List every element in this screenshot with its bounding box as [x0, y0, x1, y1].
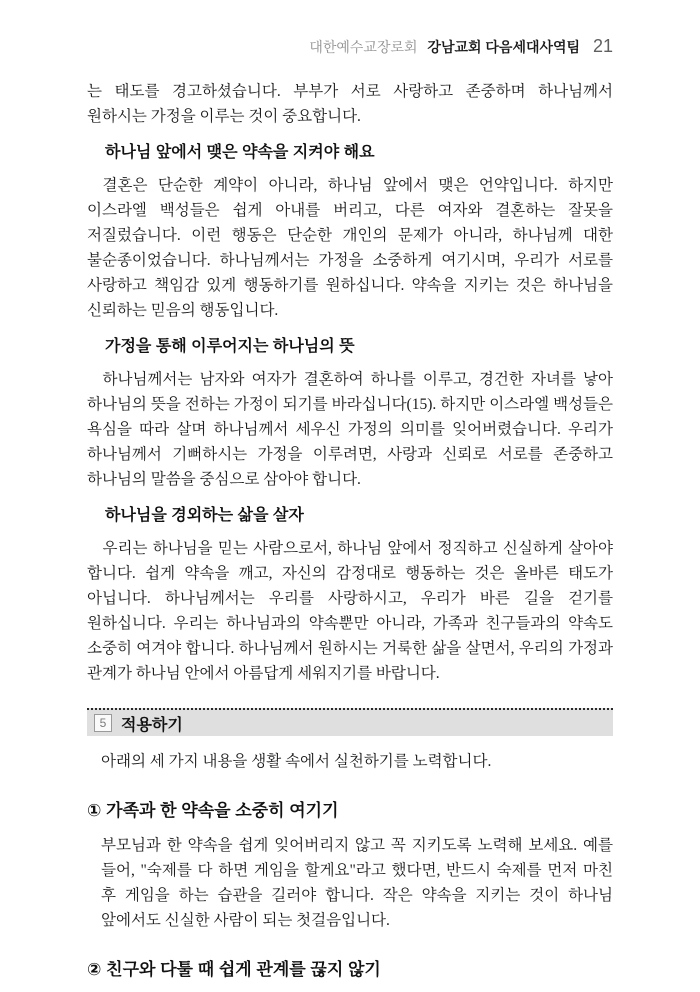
application-item-1-title: 가족과 한 약속을 소중히 여기기 [106, 801, 339, 820]
subsection-title-promise: 하나님 앞에서 맺은 약속을 지켜야 해요 [105, 144, 375, 161]
section-number-box: 5 [94, 714, 112, 732]
subsection-paragraph-reverence: 우리는 하나님을 믿는 사람으로서, 하나님 앞에서 정직하고 신실하게 살아야 합니다. 쉽게 약속을 깨고, 자신의 감정대로 행동하는 것은 올바른 태도가 아닙니다. 하나님께서는 우리를 사랑하시고, 우리가 바른 길을 걷기를 원하십니다. 우리는 하나님과의 약속뿐만 아니라, 가족과 친구들과의 약속도 소중히 여겨야 합니다. 하나님께서 원하시는 거룩한 삶을 살면서, 우리의 가정과 관계가 하나님 안에서 아름답게 세워지기를 바랍니다. [87, 540, 613, 682]
page-header [87, 36, 613, 57]
header-church-team: 강남교회 다음세대사역팀 [427, 39, 581, 55]
application-section-title: 적용하기 [121, 716, 183, 734]
header-page-number: 21 [592, 36, 613, 56]
application-item-1-paragraph: 부모님과 한 약속을 쉽게 잊어버리지 않고 꼭 지키도록 노력해 보세요. 예를 들어, "숙제를 다 하면 게임을 할게요"라고 했다면, 반드시 숙제를 먼저 마친 후 게임을 하는 습관을 길러야 합니다. 작은 약속을 지키는 것이 하나님 앞에서도 신실한 사람이 되는 첫걸음입니다. [101, 837, 613, 929]
subsection-paragraph-family: 하나님께서는 남자와 여자가 결혼하여 하나를 이루고, 경건한 자녀를 낳아 하나님의 뜻을 전하는 가정이 되기를 바라십니다(15). 하지만 이스라엘 백성들은 욕심을 따라 살며 하나님께서 세우신 가정의 의미를 잊어버렸습니다. 우리가 하나님께서 기뻐하시는 가정을 이루려면, 사랑과 신뢰로 서로를 존중하고 하나님의 말씀을 중심으로 삼아야 합니다. [87, 371, 613, 488]
continuation-paragraph: 는 태도를 경고하셨습니다. 부부가 서로 사랑하고 존중하며 하나님께서 원하시는 가정을 이루는 것이 중요합니다. [87, 83, 613, 125]
document-content [87, 79, 613, 981]
application-item-1-number: ① [87, 801, 102, 820]
subsection-title-family: 가정을 통해 이루어지는 하나님의 뜻 [105, 338, 355, 355]
application-item-2-title: 친구와 다툴 때 쉽게 관계를 끊지 않기 [106, 960, 381, 979]
application-item-1-heading [87, 800, 613, 822]
application-section-header [87, 708, 613, 736]
subsection-title-reverence: 하나님을 경외하는 삶을 살자 [105, 507, 304, 524]
application-item-2-heading [87, 959, 613, 981]
application-item-2-number: ② [87, 960, 102, 979]
header-organization: 대한예수교장로회 [309, 39, 418, 55]
application-intro: 아래의 세 가지 내용을 생활 속에서 실천하기를 노력합니다. [101, 753, 492, 770]
subsection-paragraph-promise: 결혼은 단순한 계약이 아니라, 하나님 앞에서 맺은 언약입니다. 하지만 이스라엘 백성들은 쉽게 아내를 버리고, 다른 여자와 결혼하는 잘못을 저질렀습니다. 이런 행동은 단순한 개인의 문제가 아니라, 하나님께 대한 불순종이었습니다. 하나님께서는 가정을 소중하게 여기시며, 우리가 서로를 사랑하고 책임감 있게 행동하기를 원하십니다. 약속을 지키는 것은 하나님을 신뢰하는 믿음의 행동입니다. [87, 177, 613, 319]
